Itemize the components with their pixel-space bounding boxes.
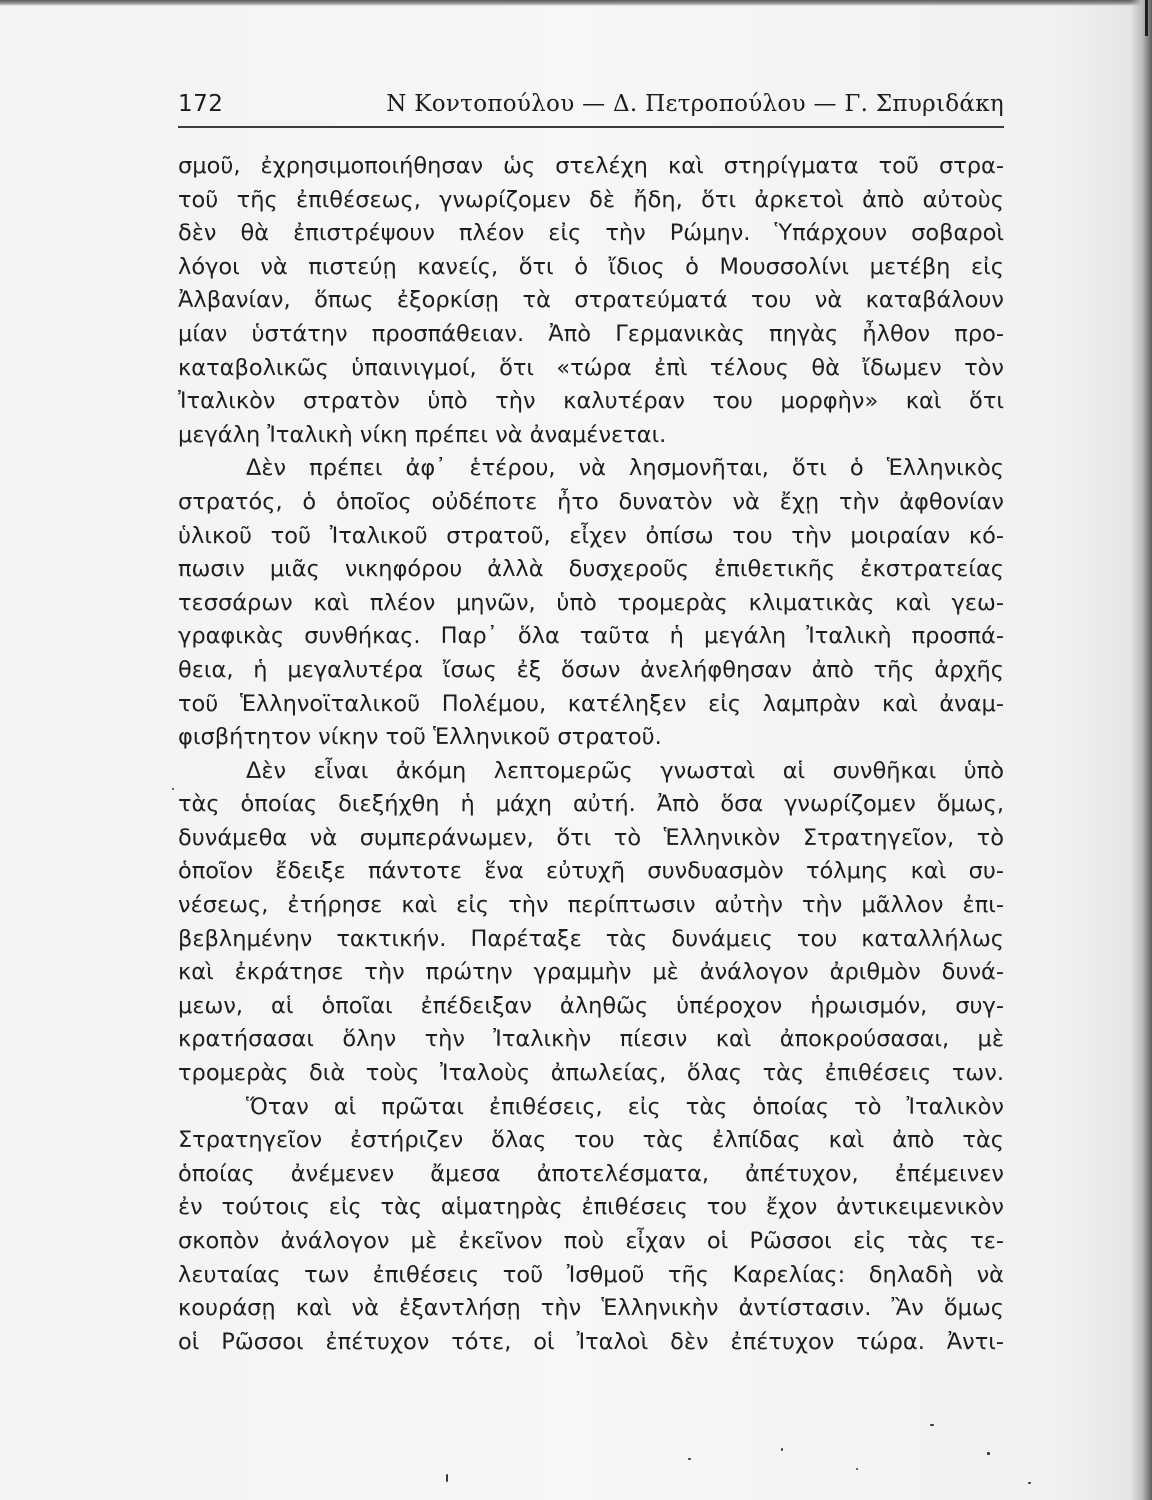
scan-speck — [1028, 1482, 1031, 1484]
scan-top-edge — [0, 0, 1152, 6]
running-head — [178, 86, 1004, 128]
text-line: λόγοι νὰ πιστεύῃ κανείς, ὅτι ὁ ἴδιος ὁ Μουσσολίνι μετέβη εἰς — [178, 253, 1004, 280]
text-line: κρατήσασαι ὅλην τὴν Ἰταλικὴν πίεσιν καὶ ἀποκρούσασαι, μὲ — [178, 1026, 1004, 1053]
text-line: γραφικὰς συνθήκας. Παρ᾽ ὅλα ταῦτα ἡ μεγάλη Ἰταλικὴ προσπά- — [178, 623, 1004, 650]
page-number: 172 — [178, 91, 224, 117]
text-line: δὲν θὰ ἐπιστρέψουν πλέον εἰς τὴν Ρώμην. Ὑπάρχουν σοβαροὶ — [178, 220, 1004, 247]
text-line: στρατός, ὁ ὁποῖος οὐδέποτε ἦτο δυνατὸν νὰ ἔχῃ τὴν ἀφθονίαν — [178, 488, 1004, 515]
paragraph-2 — [178, 452, 1004, 754]
text-line: τρομερὰς διὰ τοὺς Ἰταλοὺς ἀπωλείας, ὅλας τὰς ἐπιθέσεις των. — [178, 1060, 1004, 1087]
text-line: σμοῦ, ἐχρησιμοποιήθησαν ὡς στελέχη καὶ στηρίγματα τοῦ στρα- — [178, 153, 1004, 179]
text-line: Δὲν εἶναι ἀκόμη λεπτομερῶς γνωσταὶ αἱ συνθῆκαι ὑπὸ — [246, 757, 1004, 784]
text-line: κουράσῃ καὶ νὰ ἐξαντλήσῃ τὴν Ἑλληνικὴν ἀντίστασιν. Ἂν ὅμως — [178, 1295, 1004, 1322]
text-line: οἱ Ρῶσσοι ἐπέτυχον τότε, οἱ Ἰταλοὶ δὲν ἐπέτυχον τώρα. Ἀντι- — [178, 1328, 1004, 1355]
text-line: ὁποίας ἀνέμενεν ἄμεσα ἀποτελέσματα, ἀπέτυχον, ἐπέμεινεν — [178, 1160, 1004, 1187]
text-line: Ὅταν αἱ πρῶται ἐπιθέσεις, εἰς τὰς ὁποίας τὸ Ἰταλικὸν — [246, 1093, 1004, 1120]
text-line: ἐν τούτοις εἰς τὰς αἱματηρὰς ἐπιθέσεις του ἔχον ἀντικειμενικὸν — [178, 1194, 1004, 1221]
text-line: νέσεως, ἐτήρησε καὶ εἰς τὴν περίπτωσιν αὐτὴν τὴν μᾶλλον ἐπι- — [178, 892, 1004, 919]
text-line: Ἀλβανίαν, ὅπως ἐξορκίσῃ τὰ στρατεύματά του νὰ καταβάλουν — [178, 287, 1004, 314]
paragraph-1 — [178, 150, 1004, 452]
text-line: δυνάμεθα νὰ συμπεράνωμεν, ὅτι τὸ Ἑλληνικὸν Στρατηγεῖον, τὸ — [178, 824, 1004, 851]
scan-speck — [856, 1468, 858, 1470]
scan-right-edge — [1130, 0, 1152, 1500]
text-line: τεσσάρων καὶ πλέον μηνῶν, ὑπὸ τρομερὰς κλιματικὰς καὶ γεω- — [178, 589, 1004, 616]
paragraph-4 — [178, 1091, 1004, 1360]
text-line: Ἰταλικὸν στρατὸν ὑπὸ τὴν καλυτέραν του μορφὴν» καὶ ὅτι — [178, 388, 1004, 415]
text-line: βεβλημένην τακτικήν. Παρέταξε τὰς δυνάμεις του καταλλήλως — [178, 925, 1004, 952]
text-line: καὶ ἐκράτησε τὴν πρώτην γραμμὴν μὲ ἀνάλογον ἀριθμὸν δυνά- — [178, 959, 1004, 986]
text-line: καταβολικῶς ὑπαινιγμοί, ὅτι «τώρα ἐπὶ τέλους θὰ ἴδωμεν τὸν — [178, 354, 1004, 381]
scan-speck — [781, 1448, 783, 1451]
scan-speck — [688, 1458, 691, 1460]
scan-speck — [446, 1474, 448, 1482]
text-line: πωσιν μιᾶς νικηφόρου ἀλλὰ δυσχεροῦς ἐπιθετικῆς ἐκστρατείας — [178, 556, 1004, 583]
text-line: θεια, ἡ μεγαλυτέρα ἴσως ἐξ ὅσων ἀνελήφθησαν ἀπὸ τῆς ἀρχῆς — [178, 656, 1004, 683]
text-line: φισβήτητον νίκην τοῦ Ἑλληνικοῦ στρατοῦ. — [178, 724, 662, 751]
text-line: τοῦ τῆς ἐπιθέσεως, γνωρίζομεν δὲ ἤδη, ὅτι ἀρκετοὶ ἀπὸ αὐτοὺς — [178, 186, 1004, 213]
header-authors: Ν Κοντοπούλου — Δ. Πετροπούλου — Γ. Σπυριδάκη — [386, 91, 1004, 117]
text-line: ὁποῖον ἔδειξε πάντοτε ἕνα εὐτυχῆ συνδυασμὸν τόλμης καὶ συ- — [178, 858, 1004, 885]
text-line: μίαν ὑστάτην προσπάθειαν. Ἀπὸ Γερμανικὰς πηγὰς ἦλθον προ- — [178, 320, 1004, 347]
binding-mark — [1145, 0, 1148, 36]
text-line: μεγάλη Ἰταλικὴ νίκη πρέπει νὰ ἀναμένεται. — [178, 421, 667, 448]
text-line: τὰς ὁποίας διεξήχθη ἡ μάχη αὐτή. Ἀπὸ ὅσα γνωρίζομεν ὅμως, — [178, 791, 1004, 818]
scan-speck — [172, 788, 174, 790]
text-line: Στρατηγεῖον ἐστήριζεν ὅλας του τὰς ἐλπίδας καὶ ἀπὸ τὰς — [178, 1127, 1004, 1154]
text-line: Δὲν πρέπει ἀφ᾽ ἑτέρου, νὰ λησμονῆται, ὅτι ὁ Ἑλληνικὸς — [246, 455, 1004, 482]
scan-speck — [930, 1424, 934, 1426]
text-line: λευταίας των ἐπιθέσεις τοῦ Ἰσθμοῦ τῆς Καρελίας: δηλαδὴ νὰ — [178, 1261, 1004, 1288]
text-line: ὑλικοῦ τοῦ Ἰταλικοῦ στρατοῦ, εἶχεν ὀπίσω του τὴν μοιραίαν κό- — [178, 522, 1004, 549]
text-line: τοῦ Ἑλληνοϊταλικοῦ Πολέμου, κατέληξεν εἰς λαμπρὰν καὶ ἀναμ- — [178, 690, 1004, 717]
text-line: μεων, αἱ ὁποῖαι ἐπέδειξαν ἀληθῶς ὑπέροχον ἡρωισμόν, συγ- — [178, 992, 1004, 1019]
paragraph-3 — [178, 755, 1004, 1091]
text-line: σκοπὸν ἀνάλογον μὲ ἐκεῖνον ποὺ εἶχαν οἱ Ρῶσσοι εἰς τὰς τε- — [178, 1228, 1004, 1254]
scan-speck — [987, 1452, 990, 1455]
body-text — [178, 150, 1004, 1359]
